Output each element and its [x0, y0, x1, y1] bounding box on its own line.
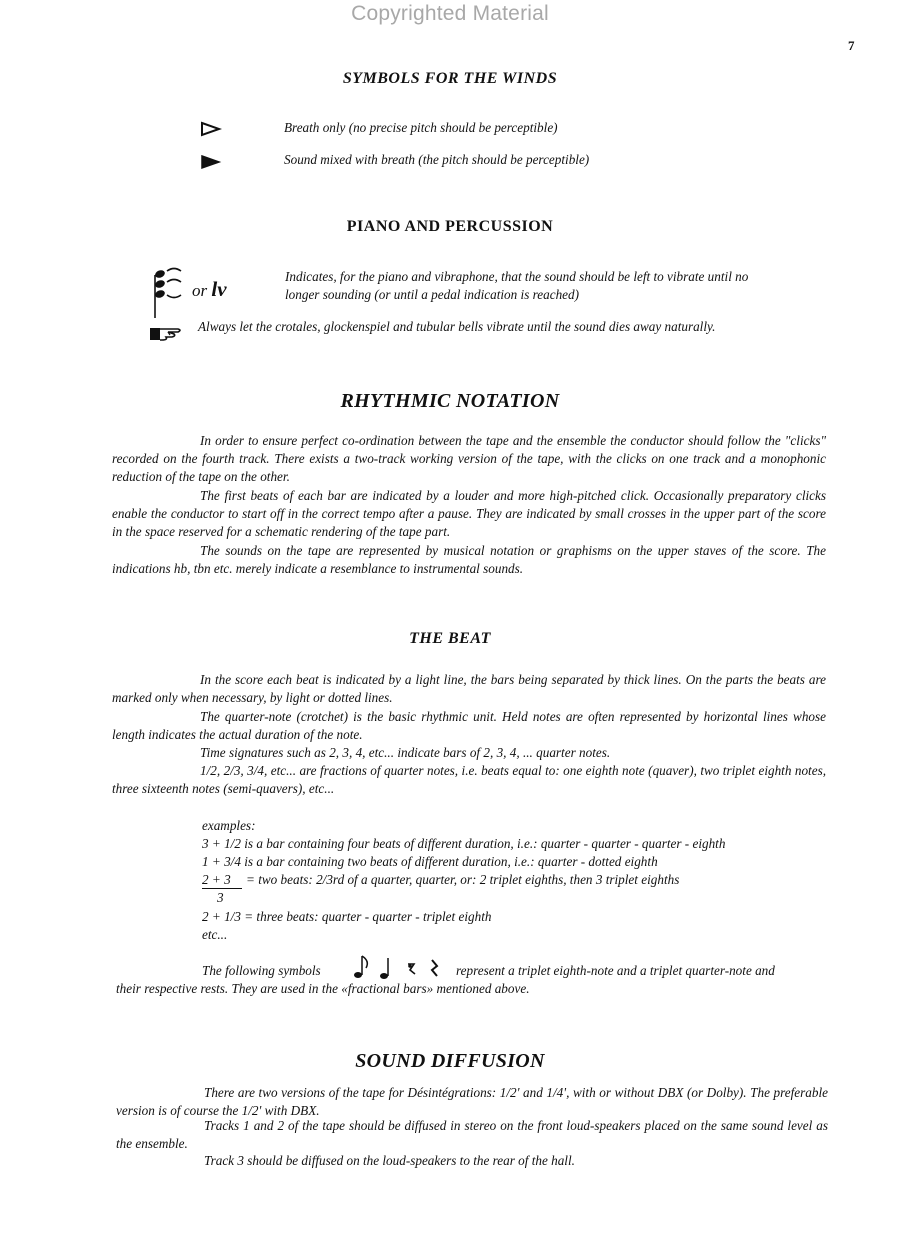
page-number: 7 — [848, 38, 855, 53]
examples-label: examples: — [202, 818, 256, 833]
mixed-breath-text: Sound mixed with breath (the pitch should be perceptible) — [284, 152, 590, 167]
crotales-text: Always let the crotales, glockenspiel and tubular bells vibrate until the sound dies away naturally. — [198, 319, 716, 334]
symbols-description-text: represent a triplet eighth-note and a triplet quarter-note and — [456, 963, 775, 978]
beat-p4-text: 1/2, 2/3, 3/4, etc... are fractions of quarter notes, i.e. beats equal to: one eighth note (quaver), two triplet eighth notes, three sixteenth notes (semi-quavers), etc... — [112, 763, 826, 797]
rhythmic-p2-text: The first beats of each bar are indicated by a louder and more high-pitched click. Occasionally preparatory clicks enable the conductor to start off in the correct tempo after a pause. They are indicated by small crosses in the upper part of the score in the space reserved for a schematic rendering of the tape part. — [112, 488, 826, 540]
let-vibrate-notes-icon — [150, 262, 190, 324]
example-4: 2 + 1/3 = three beats: quarter - quarter - triplet eighth — [202, 909, 492, 924]
beat-paragraph-1 — [112, 671, 826, 707]
diffusion-p2-text: Tracks 1 and 2 of the tape should be diffused in stereo on the front loud-speakers placed on the same sound level as the ensemble. — [116, 1118, 828, 1152]
rhythmic-p1-text: In order to ensure perfect co-ordination between the tape and the ensemble the conductor should follow the "clicks" recorded on the fourth track. There exists a two-track working version of the tape, with the clicks on one track and a monophonic reduction of the tape on the other. — [112, 433, 826, 485]
examples-etc: etc... — [202, 927, 228, 942]
pointing-hand-icon — [148, 324, 184, 344]
beat-p1-text: In the score each beat is indicated by a light line, the bars being separated by thick lines. On the parts the beats are marked only when necessary, by light or dotted lines. — [112, 672, 826, 706]
open-triangle-icon — [200, 121, 222, 137]
symbols-intro-text: The following symbols — [202, 963, 321, 978]
rhythmic-paragraph-1 — [112, 432, 826, 487]
example-3-denominator: 3 — [217, 890, 224, 905]
beat-paragraph-4 — [112, 762, 826, 798]
piano-heading: PIANO AND PERCUSSION — [346, 218, 554, 235]
rhythmic-p3-text: The sounds on the tape are represented by musical notation or graphisms on the upper staves of the score. The indications hb, tbn etc. merely indicate a resemblance to instrumental sounds. — [112, 543, 826, 577]
rhythmic-heading: RHYTHMIC NOTATION — [340, 390, 560, 412]
example-3-numerator: 2 + 3 — [202, 872, 231, 887]
copyright-watermark: Copyrighted Material — [351, 2, 549, 25]
example-1: 3 + 1/2 is a bar containing four beats of different duration, i.e.: quarter - quarter - quarter - eighth — [202, 836, 726, 851]
beat-heading: THE BEAT — [409, 630, 491, 647]
filled-triangle-icon — [200, 154, 222, 170]
diffusion-heading: SOUND DIFFUSION — [355, 1050, 545, 1072]
lv-symbol — [192, 277, 227, 302]
beat-p2-text: The quarter-note (crotchet) is the basic rhythmic unit. Held notes are often represented by horizontal lines whose length indicates the actual duration of the note. — [112, 709, 826, 743]
example-2: 1 + 3/4 is a bar containing two beats of different duration, i.e.: quarter - dotted eighth — [202, 854, 658, 869]
diffusion-paragraph-1 — [116, 1084, 828, 1120]
diffusion-paragraph-3: Track 3 should be diffused on the loud-speakers to the rear of the hall. — [204, 1153, 575, 1168]
vibrate-text-line1: Indicates, for the piano and vibraphone, that the sound should be left to vibrate until no — [285, 269, 749, 284]
vibrate-text-line2: longer sounding (or until a pedal indication is reached) — [285, 287, 580, 302]
diffusion-p1-text: There are two versions of the tape for Désintégrations: 1/2' and 1/4', with or without DBX (or Dolby). The preferable version is of course the 1/2' with DBX. — [116, 1085, 828, 1119]
beat-paragraph-2 — [112, 708, 826, 744]
breath-only-text: Breath only (no precise pitch should be perceptible) — [284, 120, 558, 135]
triplet-note-symbols-icon — [352, 952, 452, 982]
or-label: or — [192, 281, 208, 300]
lv-label: lv — [211, 277, 227, 301]
diffusion-paragraph-2 — [116, 1117, 828, 1153]
beat-paragraph-3: Time signatures such as 2, 3, 4, etc... indicate bars of 2, 3, 4, ... quarter notes. — [200, 745, 611, 760]
rhythmic-paragraph-3 — [112, 542, 826, 578]
example-3-text: = two beats: 2/3rd of a quarter, quarter, or: 2 triplet eighths, then 3 triplet eighths — [246, 872, 680, 887]
winds-heading: SYMBOLS FOR THE WINDS — [342, 70, 558, 87]
rhythmic-paragraph-2 — [112, 487, 826, 542]
symbols-description-line2: their respective rests. They are used in the «fractional bars» mentioned above. — [116, 981, 530, 996]
